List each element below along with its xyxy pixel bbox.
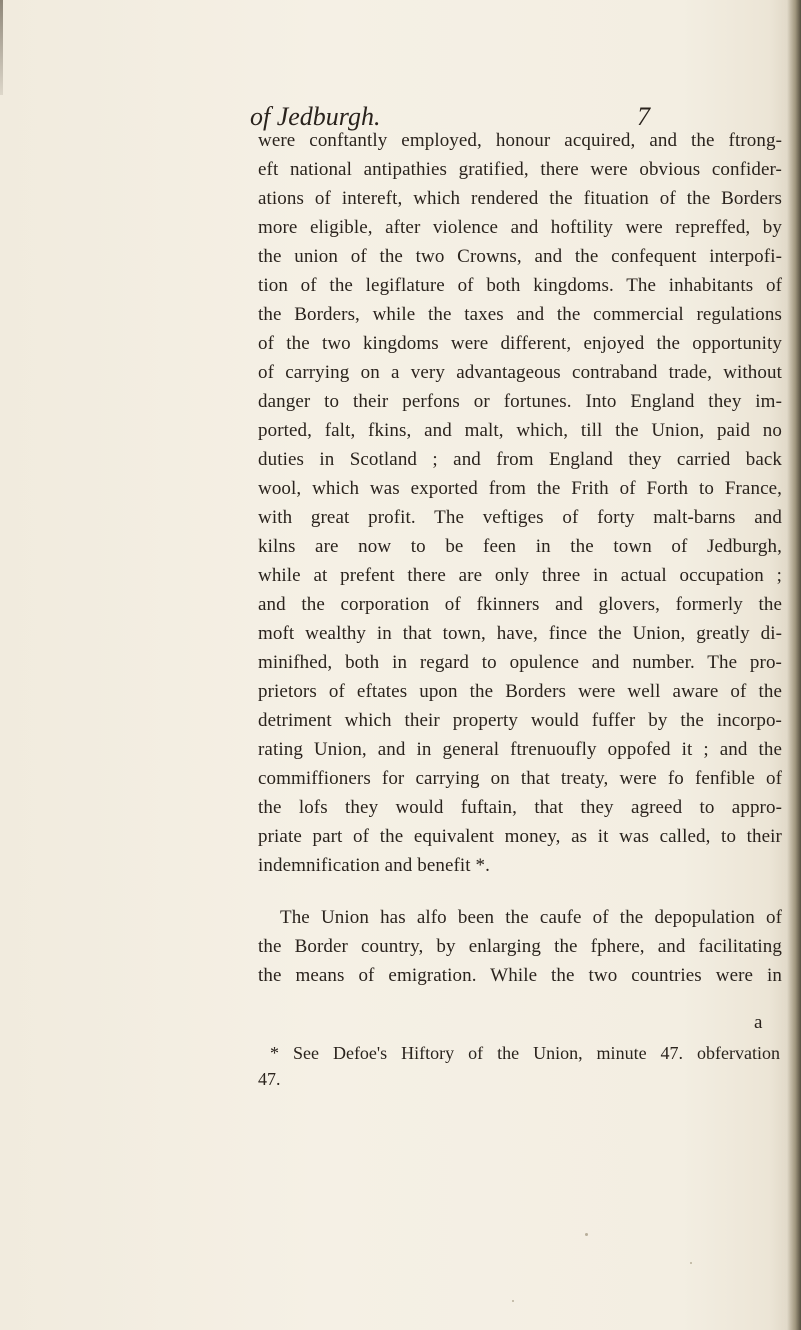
text-line: moft wealthy in that town, have, fince the Union, greatly di- bbox=[258, 623, 782, 644]
text-line: danger to their perfons or fortunes. Into England they im- bbox=[258, 391, 782, 412]
text-line: kilns are now to be feen in the town of Jedburgh, bbox=[258, 536, 782, 557]
text-line: of the two kingdoms were different, enjoyed the opportunity bbox=[258, 333, 782, 354]
footnote-line: 47. bbox=[258, 1069, 281, 1089]
paragraph-2 bbox=[258, 903, 782, 990]
running-head-title: of Jedburgh. bbox=[250, 102, 381, 131]
text-line: detriment which their property would fuffer by the incorpo- bbox=[258, 710, 782, 731]
text-line: The Union has alfo been the caufe of the depopulation of bbox=[280, 907, 782, 928]
text-line: and the corporation of fkinners and glovers, formerly the bbox=[258, 594, 782, 615]
footnote bbox=[258, 1040, 780, 1092]
footnote-line: * See Defoe's Hiftory of the Union, minute 47. obfervation bbox=[270, 1043, 780, 1063]
text-line: the means of emigration. While the two countries were in bbox=[258, 965, 782, 986]
page-number: 7 bbox=[637, 102, 650, 131]
text-line: ported, falt, fkins, and malt, which, till the Union, paid no bbox=[258, 420, 782, 441]
text-line: the lofs they would fuftain, that they agreed to appro- bbox=[258, 797, 782, 818]
text-line: the Border country, by enlarging the fphere, and facilitating bbox=[258, 936, 782, 957]
paragraph-1 bbox=[258, 126, 782, 880]
text-line: were conftantly employed, honour acquired, and the ftrong- bbox=[258, 130, 782, 151]
catchword: a bbox=[754, 1012, 763, 1033]
paragraph-spacer bbox=[258, 880, 782, 903]
text-line: indemnification and benefit *. bbox=[258, 855, 490, 876]
text-line: ations of intereft, which rendered the fituation of the Borders bbox=[258, 188, 782, 209]
text-line: the union of the two Crowns, and the confequent interpofi- bbox=[258, 246, 782, 267]
text-line: prietors of eftates upon the Borders were well aware of the bbox=[258, 681, 782, 702]
page-edge-mark bbox=[0, 0, 3, 95]
text-line: minifhed, both in regard to opulence and number. The pro- bbox=[258, 652, 782, 673]
page-gutter-shadow bbox=[787, 0, 801, 1330]
body-text bbox=[258, 126, 782, 990]
text-line: more eligible, after violence and hoftility were repreffed, by bbox=[258, 217, 782, 238]
text-line: commiffioners for carrying on that treaty, were fo fenfible of bbox=[258, 768, 782, 789]
text-line: priate part of the equivalent money, as it was called, to their bbox=[258, 826, 782, 847]
text-line: the Borders, while the taxes and the commercial regulations bbox=[258, 304, 782, 325]
text-line: tion of the legiflature of both kingdoms. The inhabitants of bbox=[258, 275, 782, 296]
text-line: duties in Scotland ; and from England they carried back bbox=[258, 449, 782, 470]
text-line: with great profit. The veftiges of forty malt-barns and bbox=[258, 507, 782, 528]
text-line: of carrying on a very advantageous contraband trade, without bbox=[258, 362, 782, 383]
text-line: while at prefent there are only three in actual occupation ; bbox=[258, 565, 782, 586]
text-line: eft national antipathies gratified, there were obvious confider- bbox=[258, 159, 782, 180]
text-line: wool, which was exported from the Frith of Forth to France, bbox=[258, 478, 782, 499]
text-line: rating Union, and in general ftrenuoufly oppofed it ; and the bbox=[258, 739, 782, 760]
